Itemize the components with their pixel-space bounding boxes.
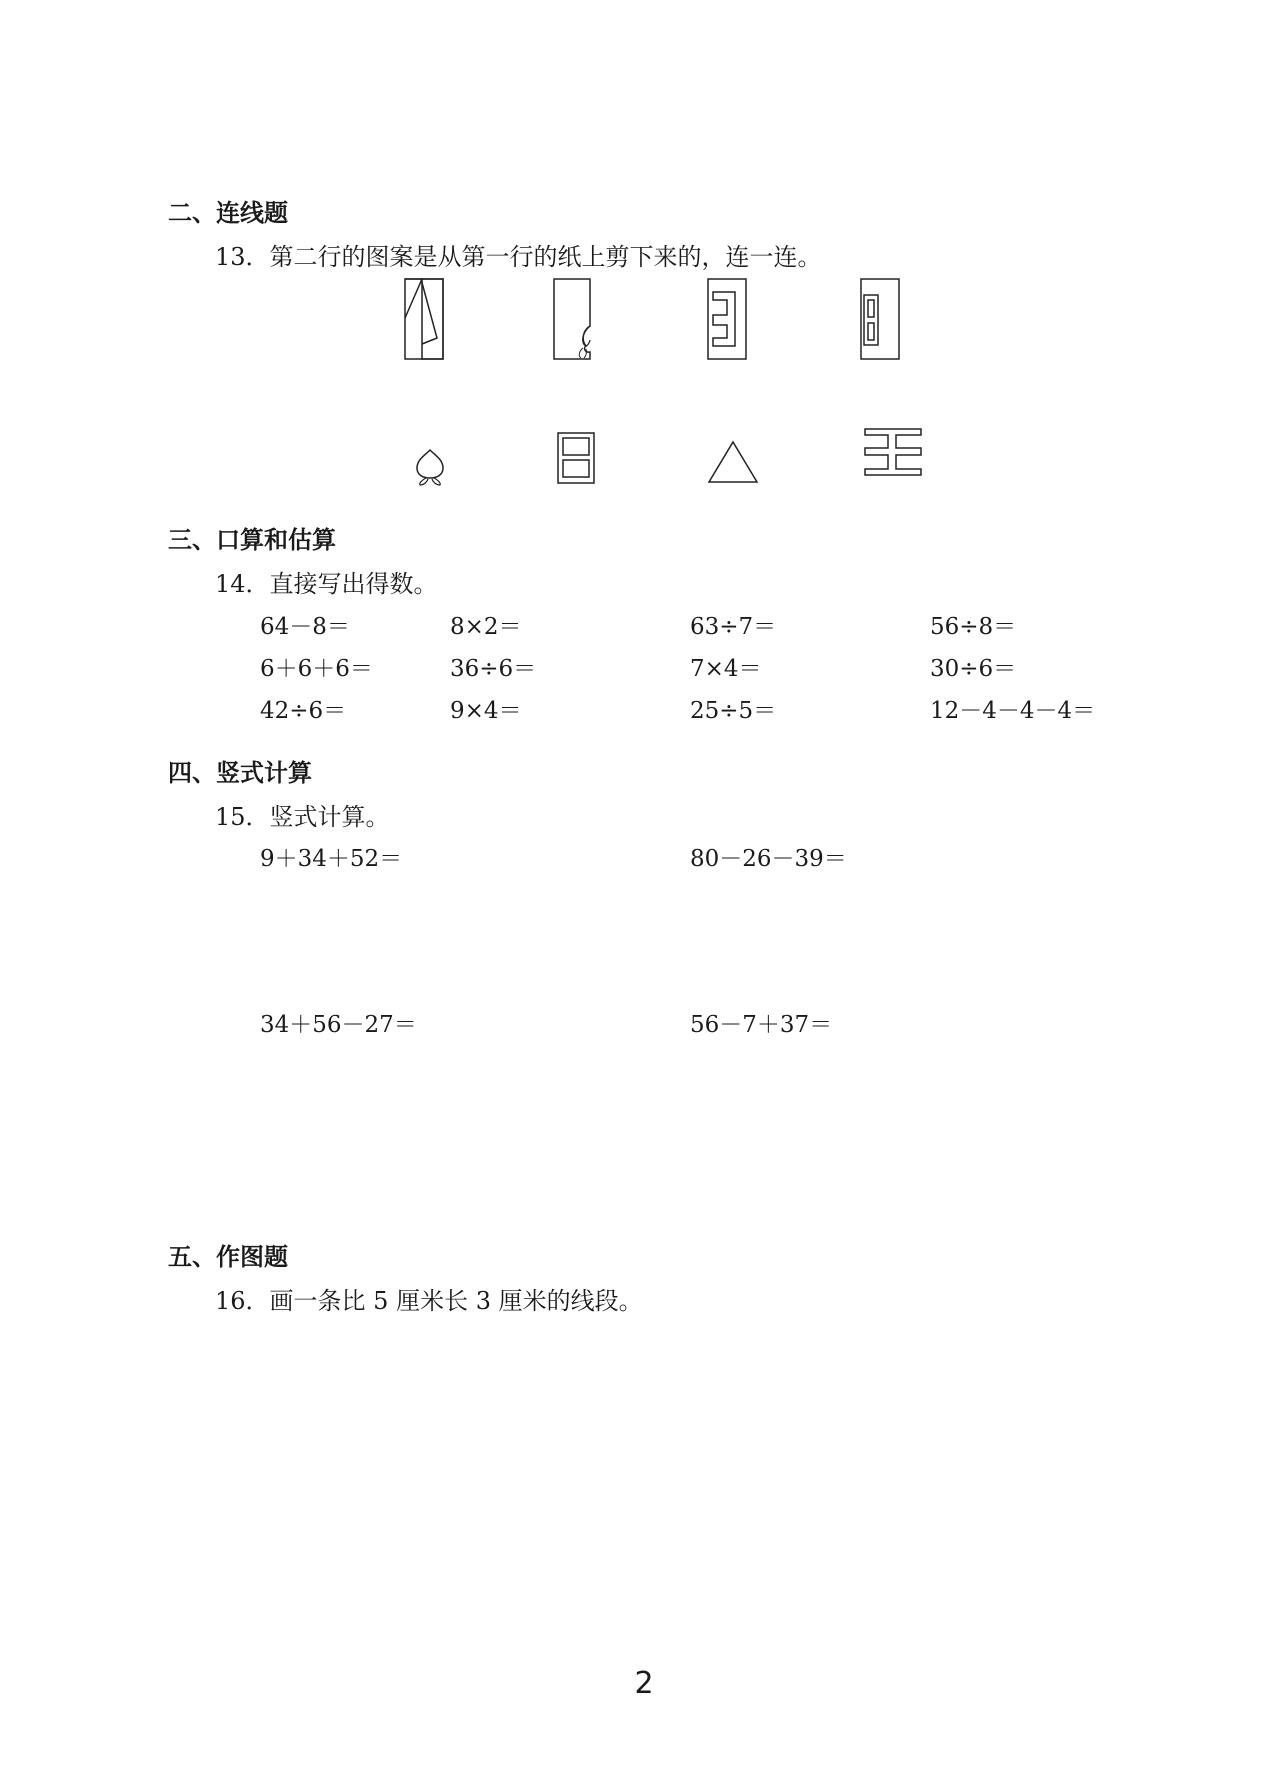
paper-peach-cut-icon <box>553 278 593 360</box>
equation: 25÷5＝ <box>690 698 777 724</box>
question-16: 16．画一条比 5 厘米长 3 厘米的线段。 <box>215 1287 643 1315</box>
triangle-shape-icon <box>707 440 759 484</box>
equation: 9×4＝ <box>450 698 522 724</box>
section-title-3: 三、口算和估算 <box>168 526 336 554</box>
e-shape-icon <box>864 428 922 484</box>
equation: 42÷6＝ <box>260 698 347 724</box>
equation: 63÷7＝ <box>690 614 777 640</box>
paper-z-cut-icon <box>404 278 444 360</box>
question-15: 15．竖式计算。 <box>215 803 390 831</box>
page-number: 2 <box>634 1666 654 1701</box>
vertical-calc-item: 80－26－39＝ <box>690 846 847 872</box>
question-14: 14．直接写出得数。 <box>215 570 438 598</box>
vertical-calc-item: 34＋56－27＝ <box>260 1012 417 1038</box>
question-13: 13．第二行的图案是从第一行的纸上剪下来的，连一连。 <box>215 243 822 271</box>
vertical-calc-item: 9＋34＋52＝ <box>260 846 403 872</box>
section-title-5: 五、作图题 <box>168 1243 288 1271</box>
equation: 6＋6＋6＝ <box>260 656 373 682</box>
equation: 64－8＝ <box>260 614 350 640</box>
section-title-2: 二、连线题 <box>168 199 288 227</box>
vertical-calc-item: 56－7＋37＝ <box>690 1012 833 1038</box>
equation: 36÷6＝ <box>450 656 537 682</box>
equation: 12－4－4－4＝ <box>930 698 1096 724</box>
equation: 56÷8＝ <box>930 614 1017 640</box>
equation: 8×2＝ <box>450 614 522 640</box>
equation: 30÷6＝ <box>930 656 1017 682</box>
peach-shape-icon <box>412 446 448 486</box>
window-shape-icon <box>557 432 595 484</box>
section-title-4: 四、竖式计算 <box>168 759 312 787</box>
paper-e-cut-icon <box>707 278 747 360</box>
paper-window-cut-icon <box>860 278 900 360</box>
equation: 7×4＝ <box>690 656 762 682</box>
